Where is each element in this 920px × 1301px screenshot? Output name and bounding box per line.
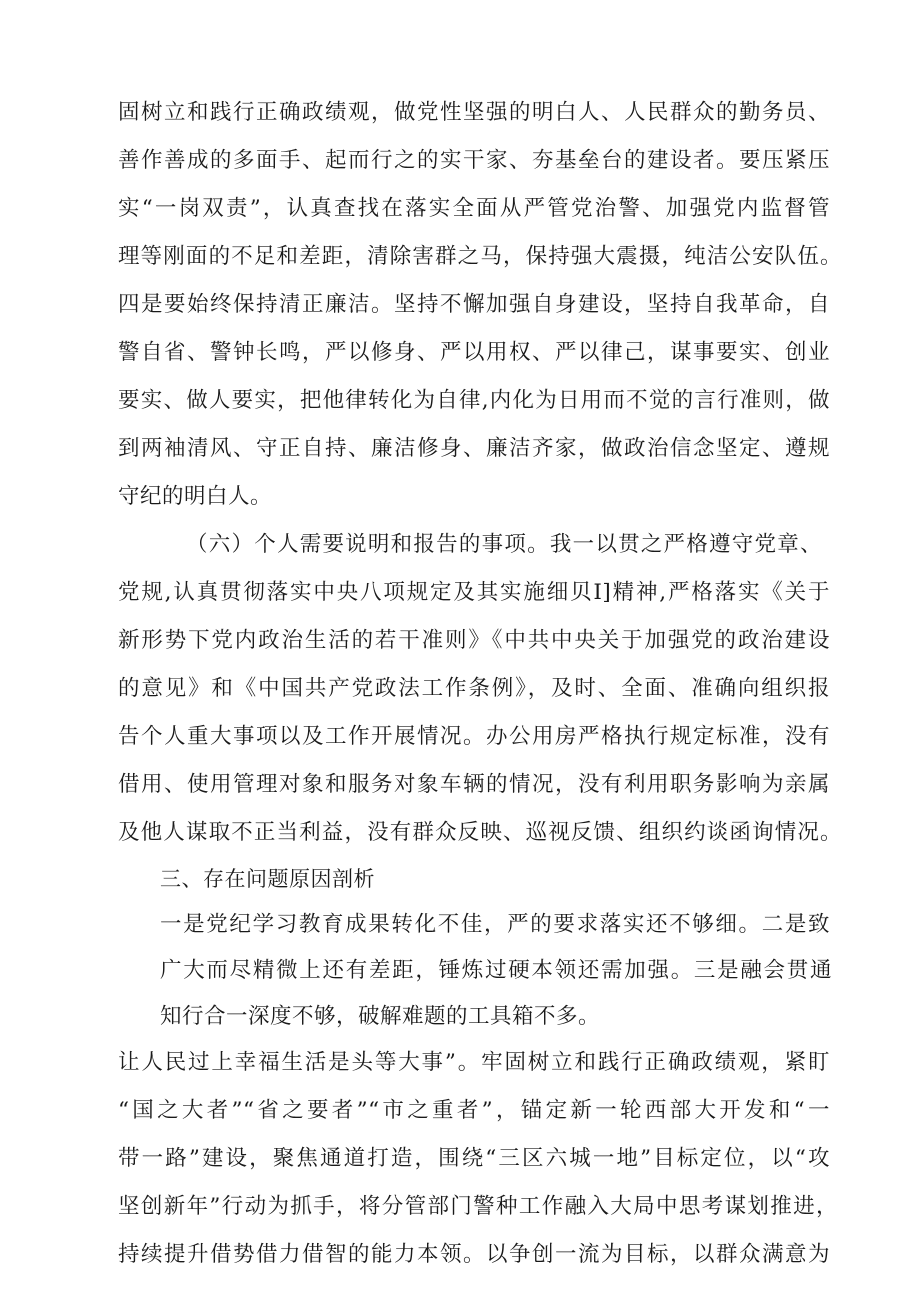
text-line-3: 实“一岗双责”，认真查找在落实全面从严管党治警、加强党内监督管 xyxy=(118,196,830,221)
text-line-20: 知行合一深度不够，破解难题的工具箱不多。 xyxy=(160,1004,601,1029)
text-line-15: 借用、使用管理对象和服务对象车辆的情况，没有利用职务影响为亲属 xyxy=(118,772,830,797)
text-line-19: 广大而尽精微上还有差距，锤炼过硬本领还需加强。三是融会贯通 xyxy=(160,958,832,983)
text-line-1: 固树立和践行正确政绩观，做党性坚强的明白人、人民群众的勤务员、 xyxy=(118,100,830,125)
text-line-11: 党规,认真贯彻落实中央八项规定及其实施细贝I]精神,严格落实《关于 xyxy=(118,580,830,605)
text-line-6: 警自省、警钟长鸣，严以修身、严以用权、严以律己，谋事要实、创业 xyxy=(118,340,830,365)
text-line-9: 守纪的明白人。 xyxy=(118,484,273,509)
text-line-14: 告个人重大事项以及工作开展情况。办公用房严格执行规定标准，没有 xyxy=(118,724,830,749)
text-line-24: 坚创新年”行动为抓手，将分管部门警种工作融入大局中思考谋划推进， xyxy=(118,1194,838,1219)
text-line-2: 善作善成的多面手、起而行之的实干家、夯基垒台的建设者。要压紧压 xyxy=(118,148,830,173)
text-line-4: 理等刚面的不足和差距，清除害群之马，保持强大震摄，纯洁公安队伍。 xyxy=(118,244,842,269)
text-line-23: 带一路”建设，聚焦通道打造，围绕“三区六城一地”目标定位，以“攻 xyxy=(118,1146,830,1171)
text-line-13: 的意见》和《中国共产党政法工作条例》，及时、全面、准确向组织报 xyxy=(118,676,830,701)
text-line-16: 及他人谋取不正当利益，没有群众反映、巡视反馈、组织约谈函询情况。 xyxy=(118,820,842,845)
text-line-5: 四是要始终保持清正廉洁。坚持不懈加强自身建设，坚持自我革命，自 xyxy=(118,292,830,317)
text-line-21: 让人民过上幸福生活是头等大事”。牢固树立和践行正确政绩观，紧盯 xyxy=(118,1050,830,1075)
text-line-25: 持续提升借势借力借智的能力本领。以争创一流为目标，以群众满意为 xyxy=(118,1242,830,1267)
text-line-10: （六）个人需要说明和报告的事项。我一以贯之严格遵守党章、 xyxy=(186,532,822,557)
section-heading: 三、存在问题原因剖析 xyxy=(160,867,375,891)
text-line-7: 要实、做人要实，把他律转化为自律,内化为日用而不觉的言行准则，做 xyxy=(118,388,830,413)
text-line-12: 新形势下党内政治生活的若干准则》《中共中央关于加强党的政治建设 xyxy=(118,628,830,653)
text-line-8: 到两袖清风、守正自持、廉洁修身、廉洁齐家，做政治信念坚定、遵规 xyxy=(118,436,830,461)
text-line-22: “国之大者”“省之要者”“市之重者”，锚定新一轮西部大开发和“一 xyxy=(118,1098,830,1123)
text-line-18: 一是党纪学习教育成果转化不佳，严的要求落实还不够细。二是致 xyxy=(160,912,830,937)
